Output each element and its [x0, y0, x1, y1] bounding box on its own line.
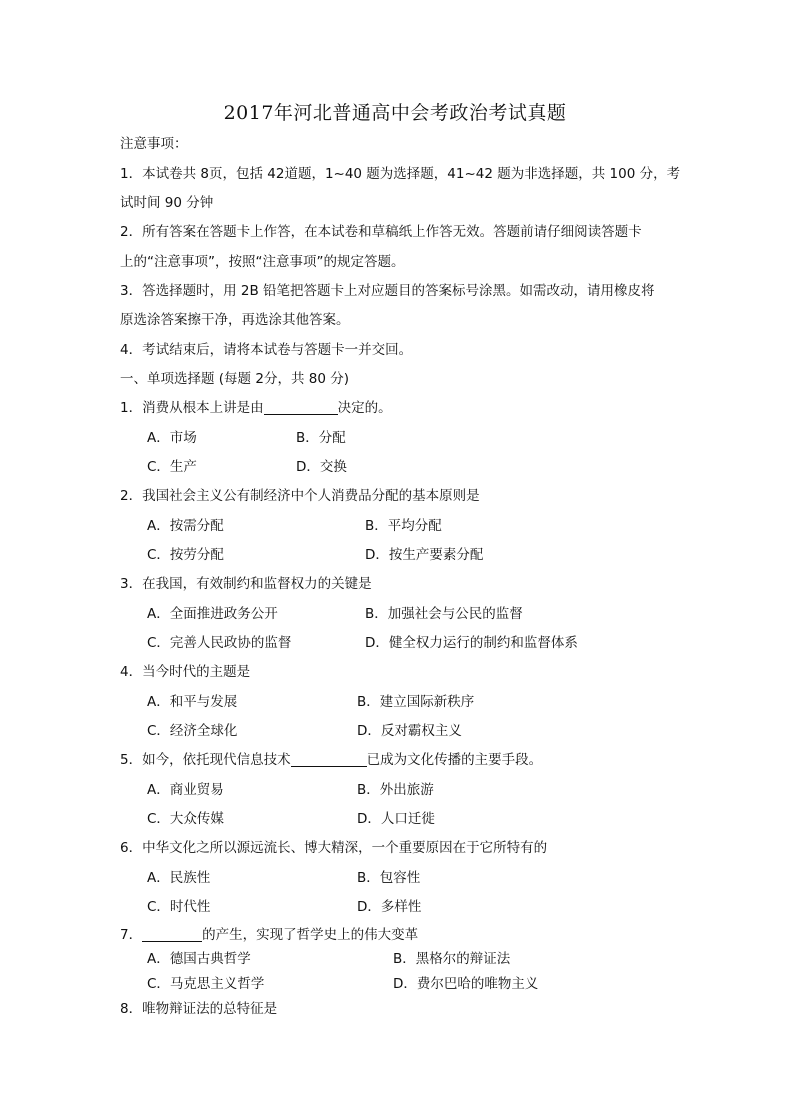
question-stem: 2．我国社会主义公有制经济中个人消费品分配的基本原则是 [120, 488, 480, 504]
question-stem [120, 926, 418, 944]
notice-line: 2．所有答案在答题卡上作答，在本试卷和草稿纸上作答无效。答题前请仔细阅读答题卡 [120, 224, 642, 240]
answer-blank [142, 927, 202, 942]
option-b: B．黑格尔的辩证法 [393, 951, 511, 967]
question-stem: 8．唯物辩证法的总特征是 [120, 1001, 278, 1017]
answer-blank [264, 400, 338, 415]
answer-blank [291, 752, 367, 767]
option-c: C．生产 [147, 459, 197, 475]
option-c: C．时代性 [147, 899, 211, 915]
option-c: C．经济全球化 [147, 723, 238, 739]
question-stem: 4．当今时代的主题是 [120, 664, 251, 680]
question-text: 7． [120, 927, 143, 943]
option-a: A．市场 [147, 430, 197, 446]
option-b: B．外出旅游 [357, 782, 434, 798]
option-c: C．马克思主义哲学 [147, 976, 265, 992]
notice-line: 试时间 90 分钟 [120, 195, 214, 211]
option-b: B．平均分配 [365, 518, 442, 534]
option-d: D．健全权力运行的制约和监督体系 [365, 635, 578, 651]
option-c: C．按劳分配 [147, 547, 224, 563]
option-c: C．大众传媒 [147, 811, 224, 827]
question-text: 1．消费从根本上讲是由 [120, 400, 264, 416]
option-a: A．和平与发展 [147, 694, 238, 710]
option-d: D．费尔巴哈的唯物主义 [393, 976, 539, 992]
notice-line: 上的“注意事项”，按照“注意事项”的规定答题。 [120, 254, 405, 270]
question-stem: 6．中华文化之所以源远流长、博大精深，一个重要原因在于它所特有的 [120, 840, 548, 856]
option-a: A．德国古典哲学 [147, 951, 251, 967]
question-text: 5．如今，依托现代信息技术 [120, 752, 291, 768]
notice-line: 原选涂答案擦干净，再选涂其他答案。 [120, 312, 350, 328]
notice-heading: 注意事项： [120, 136, 188, 152]
notice-line: 1．本试卷共 8页，包括 42道题，1~40 题为选择题，41~42 题为非选择题，共 100 分，考 [120, 166, 681, 182]
question-text: 的产生，实现了哲学史上的伟大变革 [202, 927, 419, 943]
option-a: A．商业贸易 [147, 782, 224, 798]
question-stem: 3．在我国，有效制约和监督权力的关键是 [120, 576, 372, 592]
notice-line: 4．考试结束后，请将本试卷与答题卡一并交回。 [120, 342, 413, 358]
option-a: A．按需分配 [147, 518, 224, 534]
option-b: B．加强社会与公民的监督 [365, 606, 523, 622]
page-title: 2017年河北普通高中会考政治考试真题 [223, 102, 567, 124]
option-b: B．分配 [296, 430, 346, 446]
option-d: D．多样性 [357, 899, 422, 915]
question-stem [120, 751, 542, 769]
option-c: C．完善人民政协的监督 [147, 635, 292, 651]
question-text: 决定的。 [337, 400, 392, 416]
question-stem [120, 399, 392, 417]
question-text: 已成为文化传播的主要手段。 [366, 752, 543, 768]
option-d: D．按生产要素分配 [365, 547, 484, 563]
option-b: B．建立国际新秩序 [357, 694, 475, 710]
option-d: D．交换 [296, 459, 347, 475]
section-heading: 一、单项选择题 (每题 2分，共 80 分) [120, 371, 349, 387]
option-d: D．反对霸权主义 [357, 723, 462, 739]
option-b: B．包容性 [357, 870, 421, 886]
option-a: A．全面推进政务公开 [147, 606, 278, 622]
notice-line: 3．答选择题时，用 2B 铅笔把答题卡上对应题目的答案标号涂黑。如需改动，请用橡皮将 [120, 283, 655, 299]
option-d: D．人口迁徙 [357, 811, 435, 827]
option-a: A．民族性 [147, 870, 211, 886]
